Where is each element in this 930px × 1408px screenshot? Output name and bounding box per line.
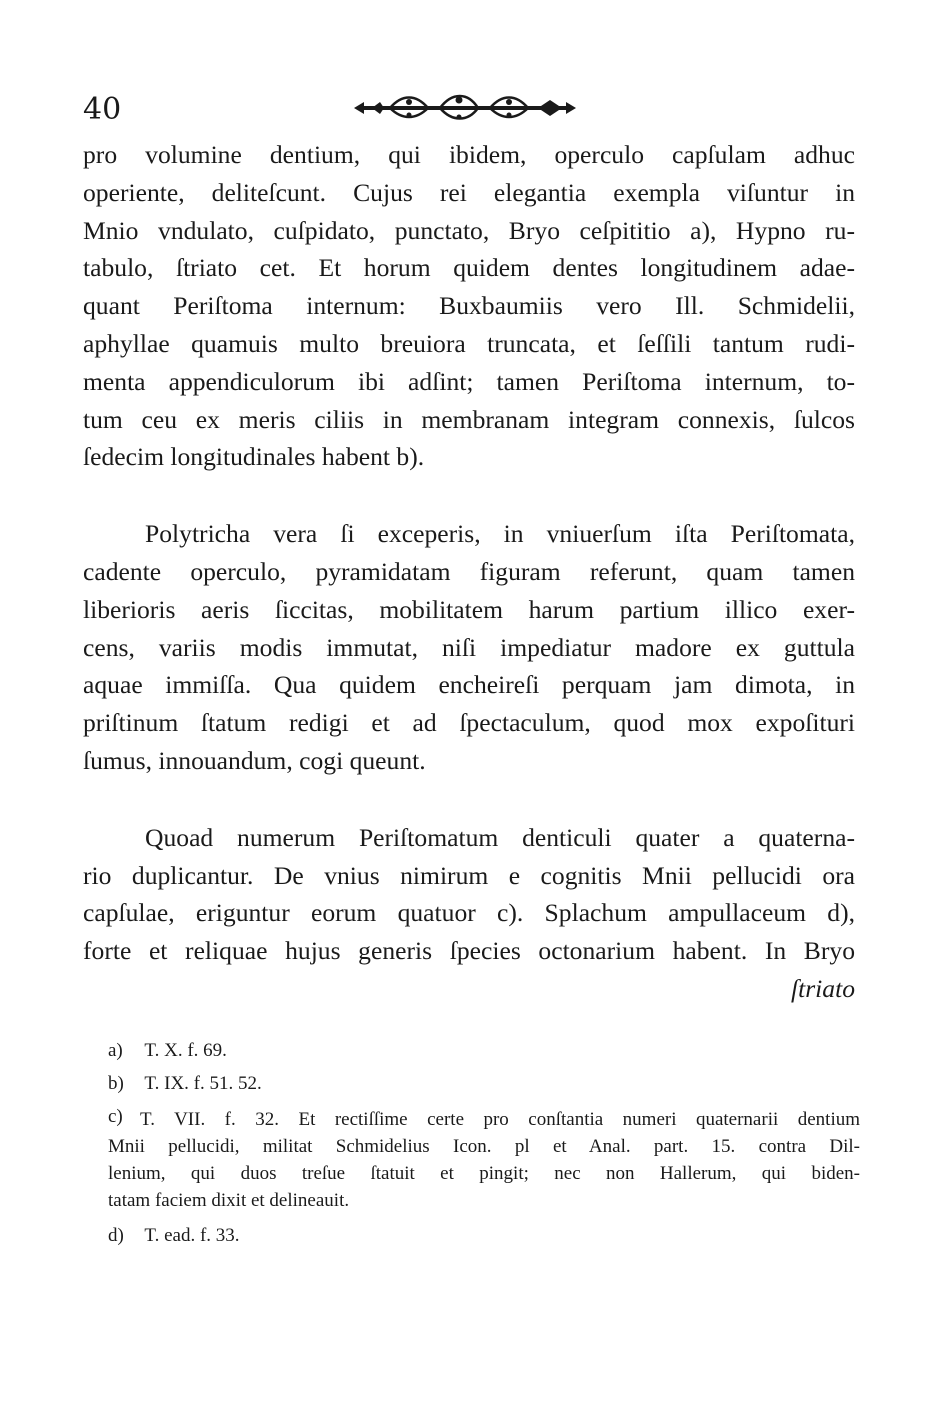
footnote-label: c) (108, 1106, 123, 1127)
text-line: liberioris aeris ſiccitas, mobilitatem harum partium illico exer- (83, 594, 855, 624)
text-line: Mnio vndulato, cuſpidato, punctato, Bryo ceſpititio a), Hypno ru- (83, 215, 855, 245)
paragraph-3 (83, 819, 855, 1008)
footnote-line: T. VII. f. 32. Et rectiſſime certe pro conſtantia numeri quaternarii dentium (140, 1109, 860, 1130)
footnote-line: lenium, qui duos treſue ſtatuit et pingit; nec non Hallerum, qui biden- (108, 1163, 860, 1184)
text-line: Quoad numerum Periſtomatum denticuli quater a quaterna- (145, 822, 855, 852)
catchword: ſtriato (791, 973, 855, 1003)
text-line: cens, variis modis immutat, niſi impediatur madore ex guttula (83, 632, 855, 662)
main-text (83, 136, 855, 1008)
text-line: ſedecim longitudinales habent b). (83, 442, 425, 472)
header-ornament-icon (350, 90, 580, 126)
footnote-d (108, 1225, 860, 1247)
text-line: pro volumine dentium, qui ibidem, operculo capſulam adhuc (83, 140, 855, 169)
footnote-b (108, 1073, 860, 1095)
footnote-label: b) (108, 1073, 124, 1094)
paragraph-1 (83, 136, 855, 476)
footnote-c (108, 1106, 860, 1214)
text-line: ſumus, innouandum, cogi queunt. (83, 745, 426, 775)
text-line: tum ceu ex meris ciliis in membranam integram connexis, ſulcos (83, 404, 855, 434)
footnote-text: T. ead. f. 33. (144, 1225, 240, 1246)
text-line: tabulo, ſtriato cet. Et horum quidem dentes longitudinem adae- (83, 253, 855, 283)
paragraph-2 (83, 515, 855, 780)
page-number: 40 (83, 92, 122, 127)
text-line: Polytricha vera ſi exceperis, in vniuerſum iſta Periſtomata, (145, 519, 855, 549)
text-line: forte et reliquae hujus generis ſpecies octonarium habent. In Bryo (83, 936, 855, 966)
text-line: capſulae, eriguntur eorum quatuor c). Splachum ampullaceum d), (83, 898, 855, 928)
text-line: aphyllae quamuis multo breuiora truncata, et ſeſſili tantum rudi- (83, 328, 855, 358)
footnote-line: Mnii pellucidi, militat Schmidelius Icon. pl et Anal. part. 15. contra Dil- (108, 1136, 860, 1157)
text-line: aquae immiſſa. Qua quidem encheireſi perquam jam dimota, in (83, 670, 855, 700)
footnotes (108, 1040, 860, 1258)
footnote-label: d) (108, 1225, 124, 1246)
text-line: cadente operculo, pyramidatam figuram referunt, quam tamen (83, 556, 855, 586)
text-line: menta appendiculorum ibi adſint; tamen Periſtoma internum, to- (83, 366, 855, 396)
text-line: rio duplicantur. De vnius nimirum e cognitis Mnii pellucidi ora (83, 860, 855, 890)
text-line: quant Periſtoma internum: Buxbaumiis vero Ill. Schmidelii, (83, 291, 855, 321)
text-line: priſtinum ſtatum redigi et ad ſpectaculum, quod mox expoſituri (83, 708, 855, 738)
text-line: operiente, deliteſcunt. Cujus rei elegantia exempla viſuntur in (83, 177, 855, 207)
footnote-text: T. X. f. 69. (144, 1040, 227, 1061)
footnote-text: T. IX. f. 51. 52. (144, 1073, 262, 1094)
footnote-line: tatam faciem dixit et delineauit. (108, 1190, 350, 1211)
footnote-a (108, 1040, 860, 1062)
footnote-label: a) (108, 1040, 123, 1061)
